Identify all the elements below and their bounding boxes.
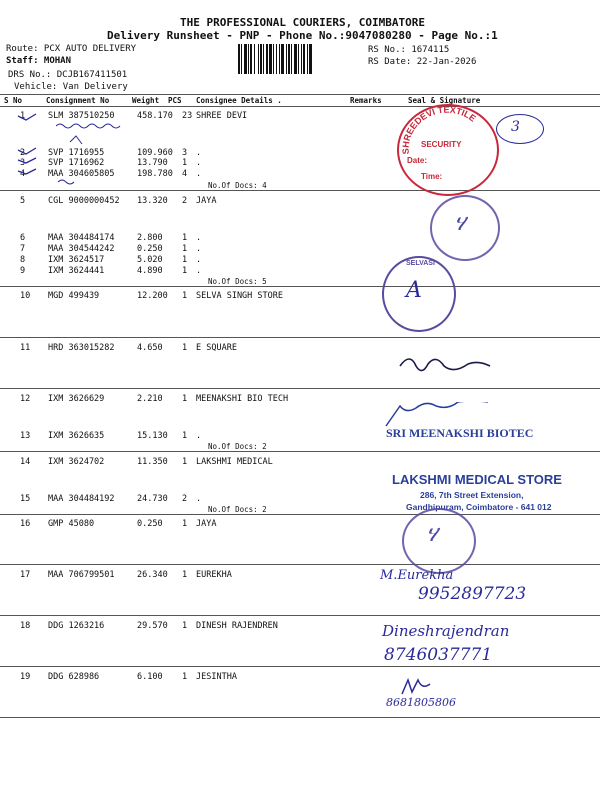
lakshmi-stamp-name: LAKSHMI MEDICAL STORE — [392, 472, 562, 487]
header-rule-bottom — [0, 106, 600, 107]
row-separator — [0, 286, 600, 287]
row-weight: 6.100 — [137, 672, 163, 682]
row-pcs: 1 — [182, 394, 188, 404]
row-pcs: 1 — [182, 158, 188, 168]
row-consignee: MEENAKSHI BIO TECH — [196, 394, 289, 404]
col-weight: Weight — [132, 96, 160, 105]
row-sno: 9 — [20, 266, 26, 276]
row-consignment: IXM 3626635 — [48, 431, 105, 441]
row-sno: 12 — [20, 394, 31, 404]
row-consignee: JESINTHA — [196, 672, 237, 682]
row-pcs: 1 — [182, 570, 188, 580]
row-consignee: SELVA SINGH STORE — [196, 291, 283, 301]
lakshmi-stamp-address1: 286, 7th Street Extension, — [420, 490, 524, 500]
lakshmi-stamp-address2: Gandhipuram, Coimbatore - 641 012 — [406, 502, 552, 512]
vehicle: Vehicle: Van Delivery — [14, 82, 128, 92]
row-weight: 12.200 — [137, 291, 168, 301]
row-separator — [0, 190, 600, 191]
row-consignment: DDG 1263216 — [48, 621, 105, 631]
security-label: SECURITY — [421, 140, 462, 149]
row-consignee: E SQUARE — [196, 343, 237, 353]
selvasi-label: SELVASI — [406, 260, 435, 267]
row-sno: 16 — [20, 519, 31, 529]
row-sno: 19 — [20, 672, 31, 682]
row-consignee: JAYA — [196, 519, 217, 529]
row-consignment: MAA 304544242 — [48, 244, 115, 254]
row-consignment: IXM 3624702 — [48, 457, 105, 467]
row-consignment: GMP 45080 — [48, 519, 95, 529]
row-pcs: 3 — [182, 148, 188, 158]
runsheet-subtitle: Delivery Runsheet - PNP - Phone No.:9047080280 - Page No.:1 — [107, 29, 498, 42]
col-consignee: Consignee Details . — [196, 96, 282, 105]
row-consignee: . — [196, 233, 202, 243]
eurekha-signature: M.Eurekha — [380, 568, 454, 583]
signature-mark: ሃ — [454, 211, 466, 236]
col-remarks: Remarks — [350, 96, 382, 105]
rs-number: RS No.: 1674115 — [368, 45, 450, 55]
row-sno: 5 — [20, 196, 26, 206]
row-consignee: . — [196, 255, 202, 265]
row-consignment: DDG 628986 — [48, 672, 100, 682]
row-consignment: SVP 1716955 — [48, 148, 105, 158]
row-pcs: 1 — [182, 621, 188, 631]
hand-tick-marks — [14, 110, 54, 190]
e-square-signature — [396, 350, 496, 380]
row-consignee: SHREE DEVI — [196, 111, 248, 121]
doc-count: No.Of Docs: 2 — [208, 442, 267, 451]
rs-date: RS Date: 22-Jan-2026 — [368, 57, 477, 67]
dinesh-phone: 8746037771 — [384, 645, 493, 665]
row-consignee: DINESH RAJENDREN — [196, 621, 278, 631]
row-sno: 2 — [20, 148, 26, 158]
date-label: Date: — [407, 156, 428, 165]
row-weight: 2.800 — [137, 233, 163, 243]
row-separator — [0, 388, 600, 389]
row-pcs: 1 — [182, 343, 188, 353]
row-weight: 458.170 — [137, 111, 173, 121]
row-consignee: . — [196, 158, 202, 168]
row-consignment: MGD 499439 — [48, 291, 100, 301]
row-sno: 15 — [20, 494, 31, 504]
row-weight: 198.780 — [137, 169, 173, 179]
staff: Staff: MOHAN — [6, 56, 72, 66]
row-consignee: EUREKHA — [196, 570, 232, 580]
route: Route: PCX AUTO DELIVERY — [6, 44, 137, 54]
row-consignee: . — [196, 266, 202, 276]
row-consignment: SVP 1716962 — [48, 158, 105, 168]
row-consignment: HRD 363015282 — [48, 343, 115, 353]
row-sno: 8 — [20, 255, 26, 265]
row-pcs: 1 — [182, 266, 188, 276]
jaya-stamp-2 — [402, 508, 476, 574]
shreedevi-stamp — [397, 104, 499, 196]
jesintha-signature — [398, 676, 438, 698]
row-consignee: JAYA — [196, 196, 217, 206]
row-pcs: 1 — [182, 672, 188, 682]
row-consignment: IXM 3626629 — [48, 394, 105, 404]
eurekha-phone: 9952897723 — [418, 584, 527, 604]
row-pcs: 1 — [182, 519, 188, 529]
row-sno: 11 — [20, 343, 31, 353]
row-consignee: LAKSHMI MEDICAL — [196, 457, 273, 467]
shreedevi-ring-label: SHREEDEVI TEXTILE — [400, 104, 478, 155]
row-sno: 7 — [20, 244, 26, 254]
row-sno: 14 — [20, 457, 31, 467]
signature-mark: ሃ — [426, 522, 438, 547]
row-sno: 4 — [20, 169, 26, 179]
row-consignment: MAA 304605805 — [48, 169, 115, 179]
row-pcs: 1 — [182, 233, 188, 243]
row-pcs: 1 — [182, 244, 188, 254]
row-separator — [0, 666, 600, 667]
company-title: THE PROFESSIONAL COURIERS, COIMBATORE — [180, 16, 426, 29]
col-seal: Seal & Signature — [408, 96, 481, 105]
row-pcs: 1 — [182, 291, 188, 301]
row-weight: 2.210 — [137, 394, 163, 404]
header-rule-top — [0, 94, 600, 95]
row-consignee: . — [196, 494, 202, 504]
row-consignment: MAA 304484174 — [48, 233, 115, 243]
row-weight: 11.350 — [137, 457, 168, 467]
row-consignee: . — [196, 431, 202, 441]
signature-mark: A — [406, 278, 422, 303]
row-weight: 29.570 — [137, 621, 168, 631]
row-consignment: IXM 3624517 — [48, 255, 105, 265]
jaya-stamp — [430, 195, 500, 261]
row-weight: 0.250 — [137, 519, 163, 529]
row-weight: 5.020 — [137, 255, 163, 265]
meenakshi-stamp-text: SRI MEENAKSHI BIOTEC — [386, 426, 534, 440]
row-consignee: . — [196, 148, 202, 158]
row-pcs: 4 — [182, 169, 188, 179]
row-sno: 18 — [20, 621, 31, 631]
row-pcs: 23 — [182, 111, 193, 121]
row-pcs: 1 — [182, 255, 188, 265]
doc-count: No.Of Docs: 4 — [208, 181, 267, 190]
row-sno: 3 — [20, 158, 26, 168]
row-pcs: 2 — [182, 196, 188, 206]
row-consignment: SLM 387510250 — [48, 111, 115, 121]
row-weight: 15.130 — [137, 431, 168, 441]
row-sno: 10 — [20, 291, 31, 301]
drs-number: DRS No.: DCJB167411501 — [8, 70, 128, 80]
jesintha-phone: 8681805806 — [386, 696, 456, 709]
row-sno: 13 — [20, 431, 31, 441]
barcode — [238, 44, 364, 74]
row-pcs: 2 — [182, 494, 188, 504]
col-sno: S No — [4, 96, 23, 105]
hand-scribbles — [56, 120, 136, 190]
col-consignment: Consignment No — [46, 96, 110, 105]
row-separator — [0, 615, 600, 616]
row-separator — [0, 717, 600, 718]
row-weight: 26.340 — [137, 570, 168, 580]
row-consignment: MAA 706799501 — [48, 570, 115, 580]
row-separator — [0, 564, 600, 565]
selvasi-stamp — [382, 256, 456, 332]
doc-count: No.Of Docs: 2 — [208, 505, 267, 514]
row-sno: 1 — [20, 111, 26, 121]
row-consignment: IXM 3624441 — [48, 266, 105, 276]
row-weight: 24.730 — [137, 494, 168, 504]
row-weight: 0.250 — [137, 244, 163, 254]
row-weight: 4.650 — [137, 343, 163, 353]
row-weight: 13.320 — [137, 196, 168, 206]
row-pcs: 1 — [182, 431, 188, 441]
row-sno: 6 — [20, 233, 26, 243]
signature-loop — [496, 114, 544, 144]
dinesh-signature: Dineshrajendran — [382, 622, 510, 640]
row-separator — [0, 337, 600, 338]
row-consignee: . — [196, 244, 202, 254]
initials-mark: 3 — [511, 119, 520, 135]
row-consignment: MAA 304484192 — [48, 494, 115, 504]
row-separator — [0, 514, 600, 515]
time-label: Time: — [421, 172, 443, 181]
row-weight: 4.890 — [137, 266, 163, 276]
row-sno: 17 — [20, 570, 31, 580]
row-pcs: 1 — [182, 457, 188, 467]
row-weight: 13.790 — [137, 158, 168, 168]
row-consignment: CGL 9000000452 — [48, 196, 120, 206]
row-separator — [0, 451, 600, 452]
doc-count: No.Of Docs: 5 — [208, 277, 267, 286]
col-pcs: PCS — [168, 96, 182, 105]
row-weight: 109.960 — [137, 148, 173, 158]
row-consignee: . — [196, 169, 202, 179]
